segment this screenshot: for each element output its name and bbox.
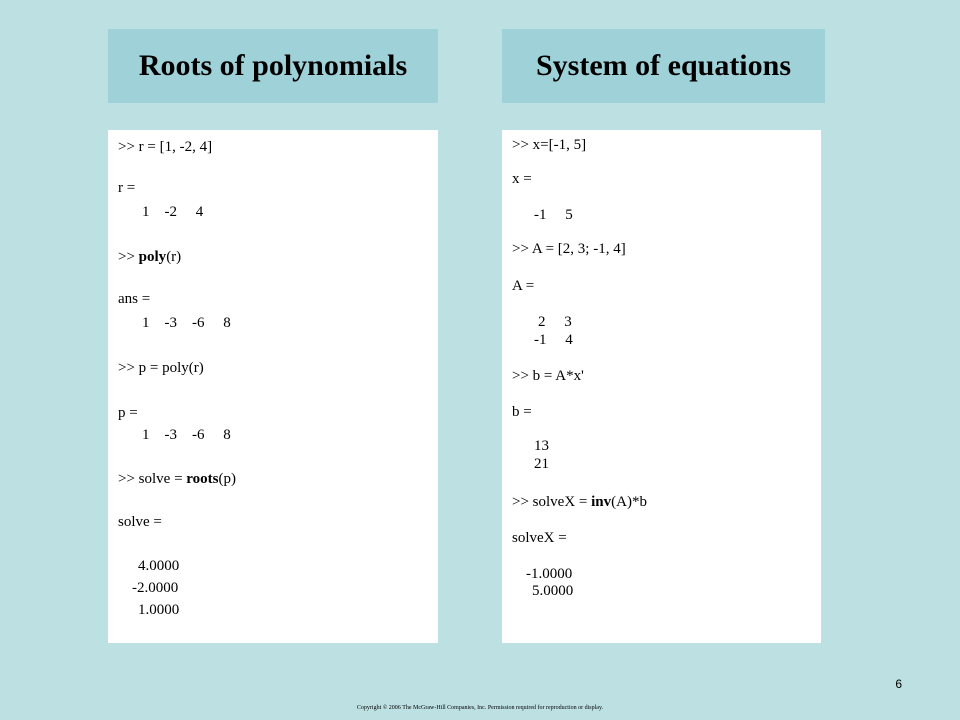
code-line: ans = [118,291,151,307]
code-line: A = [512,278,535,294]
code-line: 2 3 [538,314,572,330]
code-line: solve = [118,514,162,530]
copyright-notice: Copyright © 2006 The McGraw-Hill Companies, Inc. Permission required for reproduction or display. [356,705,604,711]
code-line: r = [118,180,136,196]
system-code-panel [502,130,821,643]
roots-keyword: roots [186,471,219,487]
code-line: 1 -3 -6 8 [142,427,231,443]
code-line: >> b = A*x' [512,368,584,384]
code-line: 1 -3 -6 8 [142,315,231,331]
code-line: >> solve = roots(p) [118,471,237,487]
roots-title: Roots of polynomials [108,29,438,103]
roots-code-panel [108,130,438,643]
code-line: 5.0000 [532,583,574,599]
code-line: b = [512,404,532,420]
page-number: 6 [895,677,902,691]
code-line: >> p = poly(r) [118,360,204,376]
code-line: solveX = [512,530,567,546]
code-line: >> solveX = inv(A)*b [512,494,647,510]
code-line: -1.0000 [526,566,573,582]
code-line: x = [512,171,532,187]
code-line: 1 -2 4 [142,204,204,220]
code-line: >> poly(r) [118,249,182,265]
inv-keyword: inv [591,494,612,510]
system-title: System of equations [502,29,825,103]
code-line: -1 5 [534,207,573,223]
code-line: >> r = [1, -2, 4] [118,139,213,155]
code-line: -2.0000 [132,580,179,596]
code-line: 13 [534,438,549,454]
code-line: >> x=[-1, 5] [512,137,587,153]
code-line: >> A = [2, 3; -1, 4] [512,241,626,257]
code-line: 1.0000 [138,602,180,618]
code-line: p = [118,405,138,421]
poly-keyword: poly [138,249,167,265]
code-line: -1 4 [534,332,573,348]
code-line: 4.0000 [138,558,180,574]
code-line: 21 [534,456,549,472]
